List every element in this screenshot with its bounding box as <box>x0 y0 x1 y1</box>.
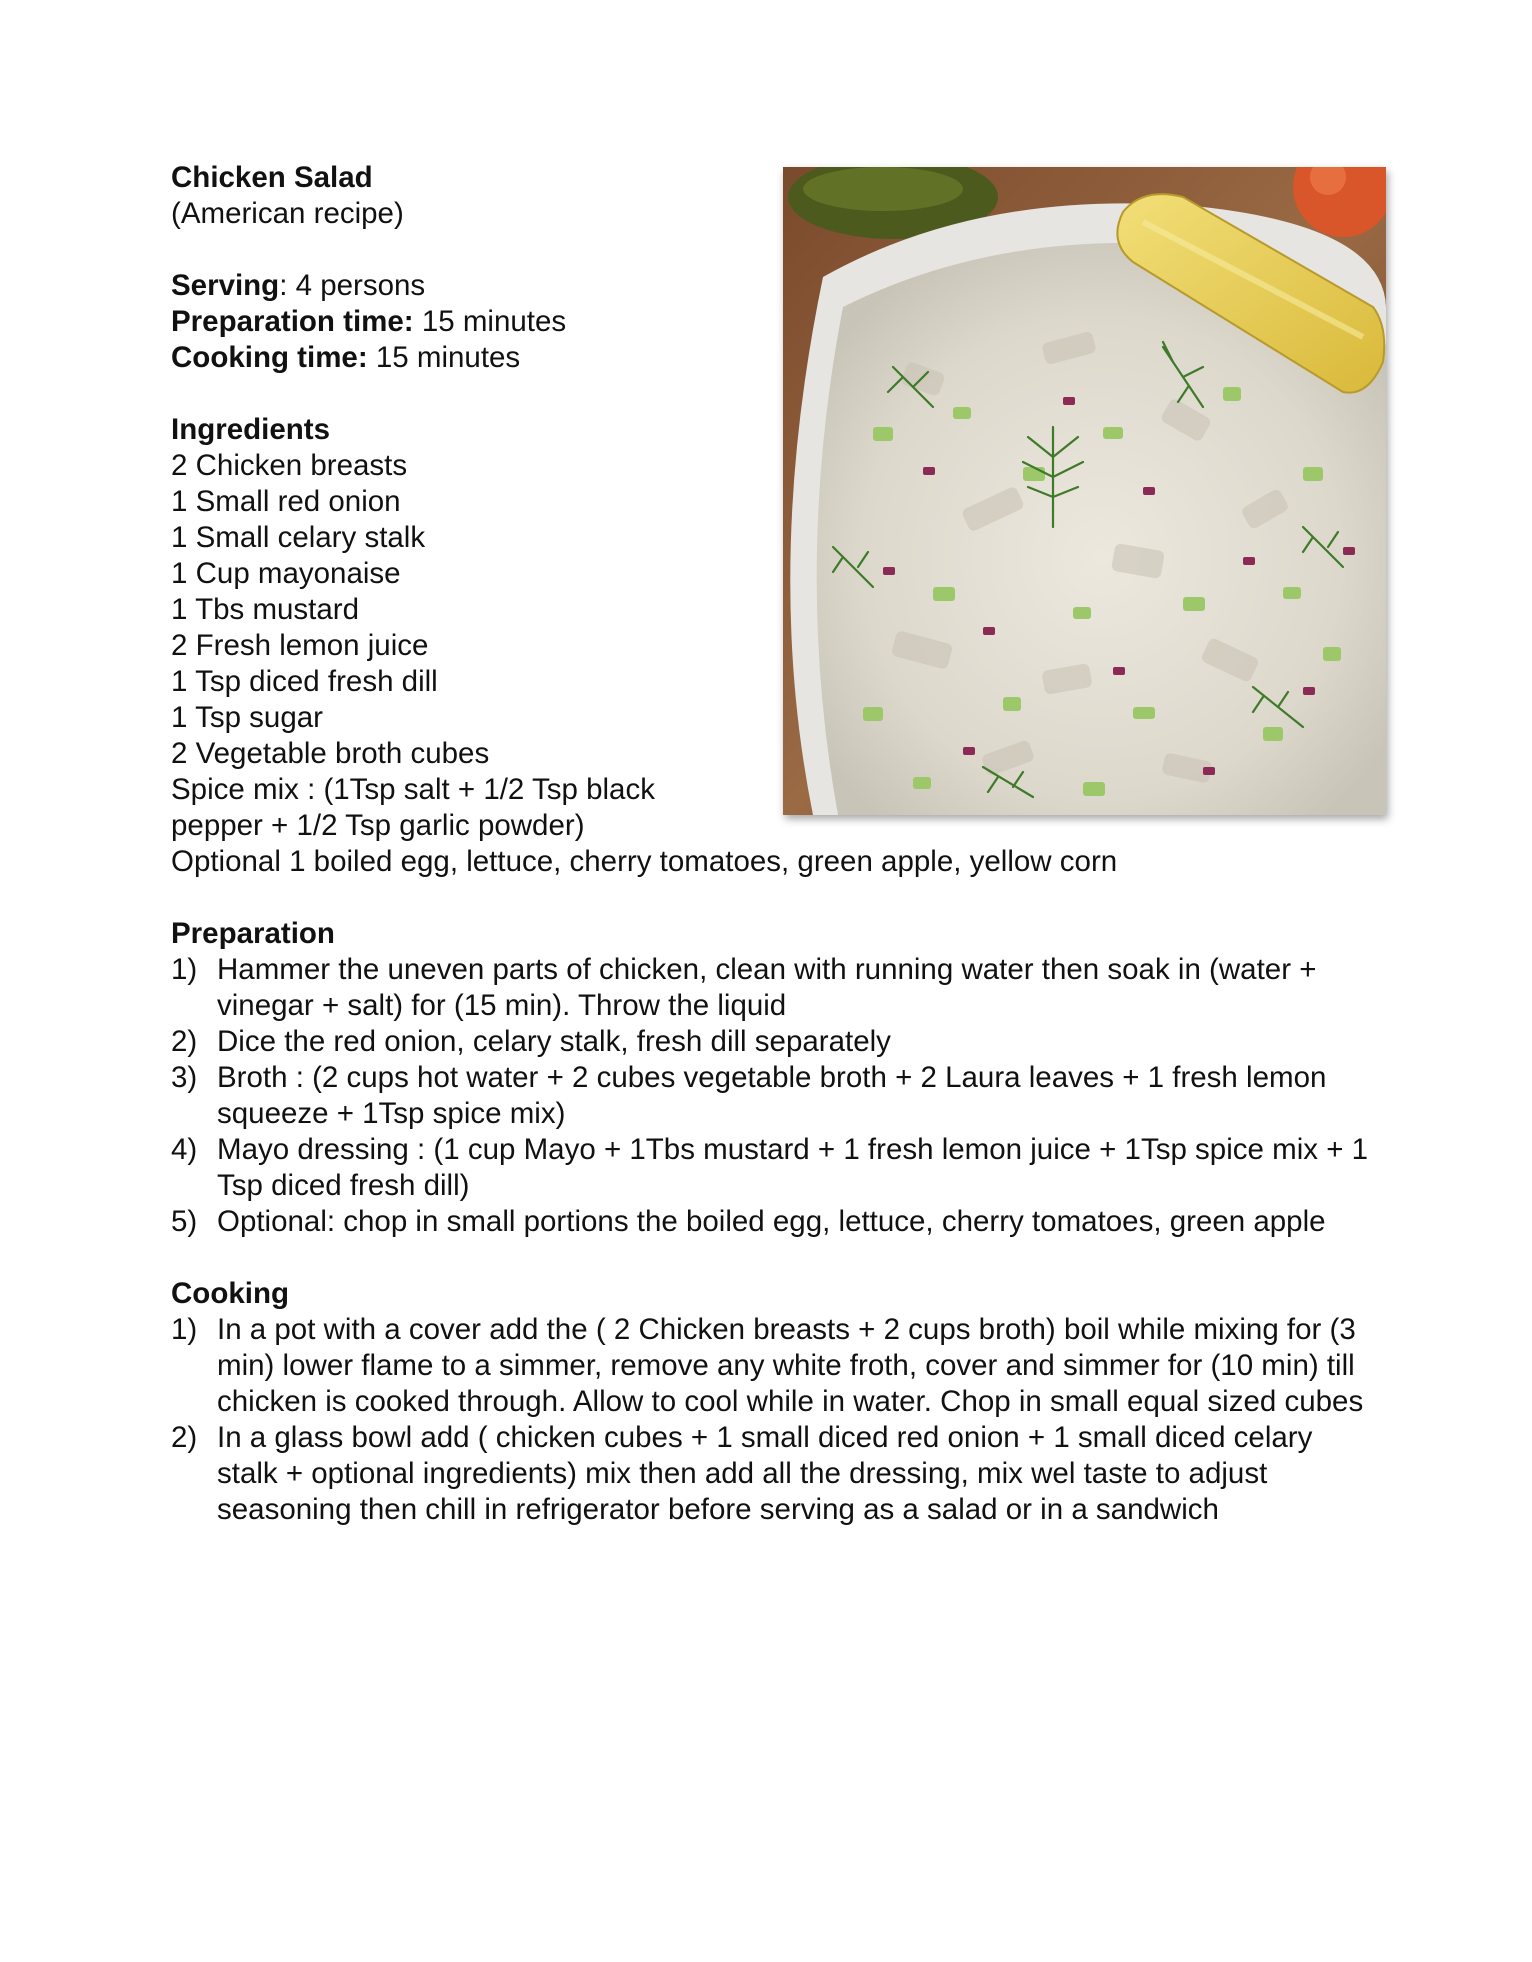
cook-time-value: 15 minutes <box>367 341 521 374</box>
ingredient-item: Optional 1 boiled egg, lettuce, cherry tomatoes, green apple, yellow corn <box>171 845 1118 878</box>
preparation-step <box>171 952 1371 1024</box>
step-number: 2) <box>171 1421 198 1454</box>
step-number: 5) <box>171 1205 198 1238</box>
ingredient-item: 1 Tbs mustard <box>171 593 360 626</box>
ingredient-item: 1 Small celary stalk <box>171 521 426 554</box>
cooking-step <box>171 1420 1371 1528</box>
preparation-steps <box>171 952 1371 1240</box>
ingredient-item: 1 Cup mayonaise <box>171 557 401 590</box>
preparation-step <box>171 1024 1371 1060</box>
serving-label: Serving <box>171 269 280 302</box>
recipe-title: Chicken Salad <box>171 161 373 194</box>
step-text: Mayo dressing : (1 cup Mayo + 1Tbs mustard + 1 fresh lemon juice + 1Tsp spice mix + 1 Tsp diced fresh dill) <box>217 1133 1369 1202</box>
ingredient-item: 1 Tsp diced fresh dill <box>171 665 438 698</box>
ingredient-item: 1 Small red onion <box>171 485 401 518</box>
ingredients-heading: Ingredients <box>171 413 330 446</box>
prep-time-value: 15 minutes <box>413 305 567 338</box>
preparation-heading: Preparation <box>171 917 335 950</box>
cooking-step <box>171 1312 1371 1420</box>
cook-time-label: Cooking time: <box>171 341 368 374</box>
preparation-step <box>171 1132 1371 1204</box>
cooking-heading: Cooking <box>171 1277 289 1310</box>
step-number: 2) <box>171 1025 198 1058</box>
salad-illustration <box>783 167 1386 815</box>
spacer <box>171 1240 1371 1276</box>
ingredient-item: 2 Vegetable broth cubes <box>171 737 490 770</box>
step-number: 3) <box>171 1061 198 1094</box>
spacer <box>171 880 1371 916</box>
ingredient-item: 2 Chicken breasts <box>171 449 408 482</box>
step-text: Hammer the uneven parts of chicken, clean with running water then soak in (water + vinegar + salt) for (15 min). Throw the liquid <box>217 953 1317 1022</box>
step-text: Dice the red onion, celary stalk, fresh dill separately <box>217 1025 891 1058</box>
cooking-steps <box>171 1312 1371 1528</box>
preparation-step <box>171 1204 1371 1240</box>
step-text: Broth : (2 cups hot water + 2 cubes vegetable broth + 2 Laura leaves + 1 fresh lemon squeeze + 1Tsp spice mix) <box>217 1061 1327 1130</box>
serving-value: : 4 persons <box>279 269 426 302</box>
step-text: In a pot with a cover add the ( 2 Chicken breasts + 2 cups broth) boil while mixing for (3 min) lower flame to a simmer, remove any white froth, cover and simmer for (10 min) till chicken is cooked through. Allow to cool while in water. Chop in small equal sized cubes <box>217 1313 1364 1418</box>
step-text: Optional: chop in small portions the boiled egg, lettuce, cherry tomatoes, green apple <box>217 1205 1326 1238</box>
step-number: 1) <box>171 1313 198 1346</box>
preparation-step <box>171 1060 1371 1132</box>
chicken-salad-photo <box>783 167 1386 815</box>
step-number: 4) <box>171 1133 198 1166</box>
ingredient-item: Spice mix : (1Tsp salt + 1/2 Tsp black pepper + 1/2 Tsp garlic powder) <box>171 773 655 842</box>
step-number: 1) <box>171 953 198 986</box>
ingredient-item: 1 Tsp sugar <box>171 701 323 734</box>
step-text: In a glass bowl add ( chicken cubes + 1 small diced red onion + 1 small diced celary stalk + optional ingredients) mix then add all the dressing, mix wel taste to adjust seasoning then chill in refrigerator before serving as a salad or in a sandwich <box>217 1421 1313 1526</box>
prep-time-label: Preparation time: <box>171 305 414 338</box>
recipe-subtitle: (American recipe) <box>171 197 404 230</box>
ingredient-item: 2 Fresh lemon juice <box>171 629 429 662</box>
